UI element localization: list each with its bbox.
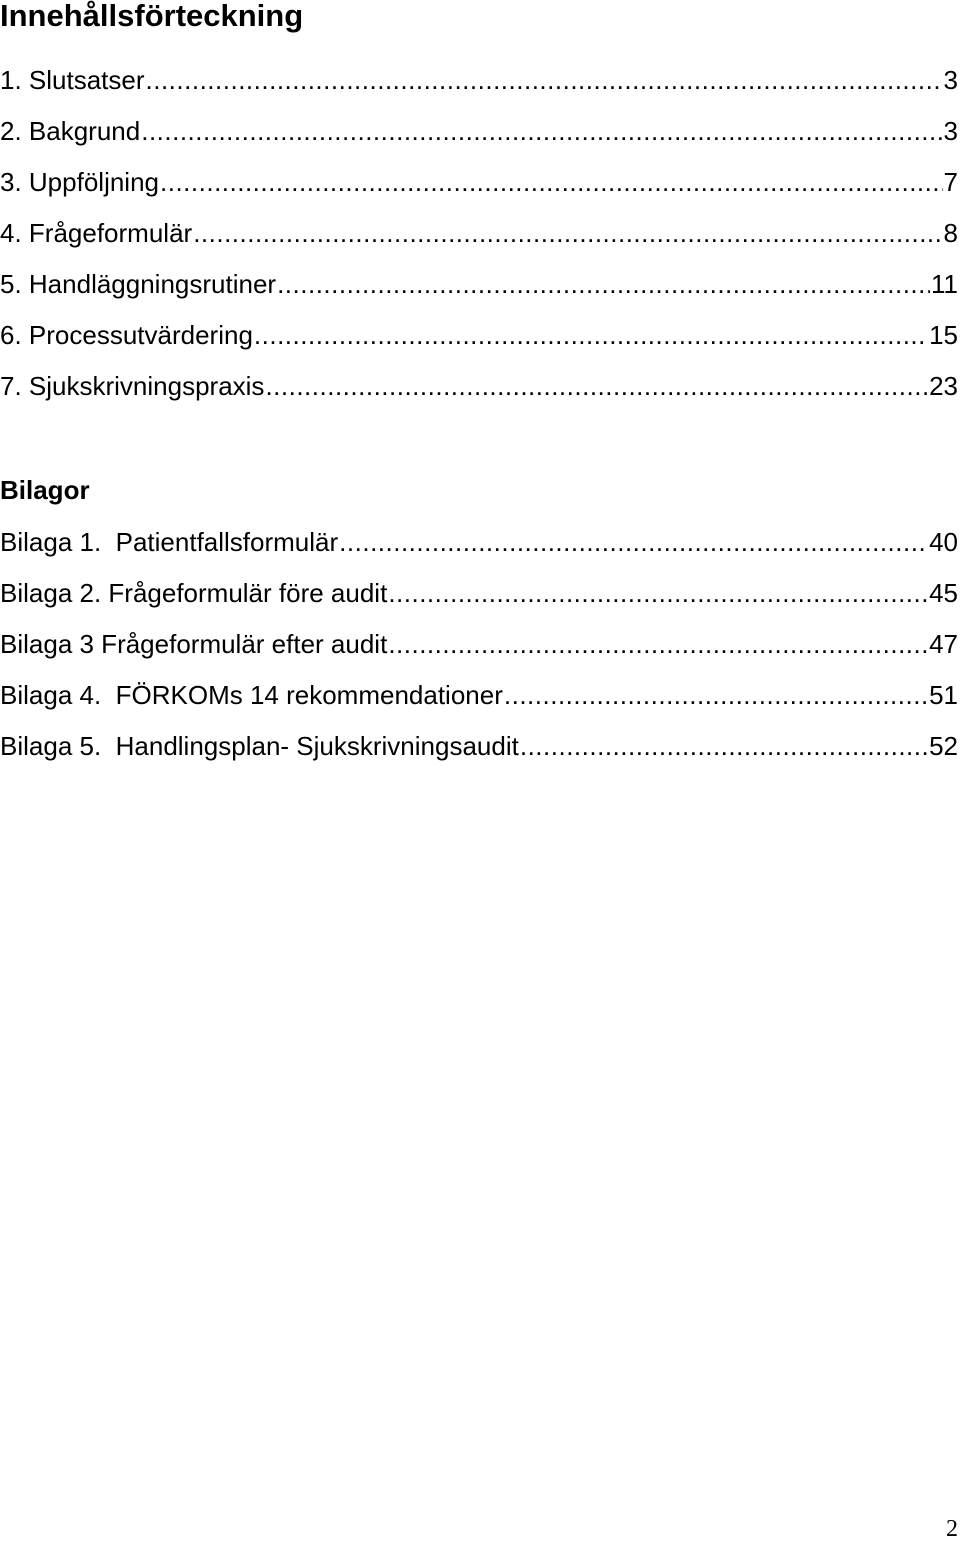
toc-entry-label: Bilaga 2. Frågeformulär före audit: [0, 578, 388, 608]
toc-entry-page: 40: [929, 527, 958, 557]
toc-dot-leader: [520, 728, 928, 764]
toc-entry-page: 51: [929, 680, 958, 710]
toc-entry-bilaga-4[interactable]: [0, 677, 960, 728]
toc-dot-leader: [265, 368, 928, 404]
toc-dot-leader: [277, 266, 930, 302]
toc-entry-page: 45: [929, 578, 958, 608]
toc-entry-page: 3: [943, 116, 958, 146]
page-number: 2: [946, 1516, 958, 1542]
toc-entry-bilaga-3[interactable]: [0, 626, 960, 677]
toc-entry-label: 1. Slutsatser: [0, 65, 145, 95]
toc-entry-page: 3: [943, 65, 958, 95]
toc-dot-leader: [160, 164, 943, 200]
toc-entry-label: 5. Handläggningsrutiner: [0, 269, 277, 299]
toc-entry-label: 3. Uppföljning: [0, 167, 159, 197]
toc-entry-bilaga-1[interactable]: [0, 524, 960, 575]
toc-entry-bakgrund[interactable]: [0, 113, 960, 164]
toc-entry-handlaggningsrutiner[interactable]: [0, 266, 960, 317]
toc-entry-label: 2. Bakgrund: [0, 116, 141, 146]
toc-dot-leader: [254, 317, 928, 353]
page-title: Innehållsförteckning: [0, 0, 304, 33]
toc-entry-uppfoljning[interactable]: [0, 164, 960, 215]
toc-entry-page: 11: [931, 269, 958, 299]
appendices-list: [0, 524, 960, 779]
toc-entry-label: Bilaga 3 Frågeformulär efter audit: [0, 629, 388, 659]
toc-entry-page: 7: [943, 167, 958, 197]
toc-entry-bilaga-5[interactable]: [0, 728, 960, 779]
toc-entry-page: 47: [929, 629, 958, 659]
appendices-heading: Bilagor: [0, 475, 90, 505]
toc-entry-label: 6. Processutvärdering: [0, 320, 253, 350]
toc-entry-page: 23: [929, 371, 958, 401]
toc-entry-slutsatser[interactable]: [0, 62, 960, 113]
toc-entry-label: 4. Frågeformulär: [0, 218, 193, 248]
toc-dot-leader: [146, 62, 943, 98]
toc-dot-leader: [504, 677, 928, 713]
toc-entry-sjukskrivningspraxis[interactable]: [0, 368, 960, 419]
toc-entry-label: Bilaga 4. FÖRKOMs 14 rekommendationer: [0, 680, 503, 710]
table-of-contents: [0, 62, 960, 419]
toc-entry-page: 52: [929, 731, 958, 761]
toc-entry-page: 8: [943, 218, 958, 248]
toc-dot-leader: [388, 575, 928, 611]
toc-entry-bilaga-2[interactable]: [0, 575, 960, 626]
toc-dot-leader: [193, 215, 942, 251]
toc-dot-leader: [339, 524, 928, 560]
toc-entry-label: 7. Sjukskrivningspraxis: [0, 371, 265, 401]
toc-entry-frageformular[interactable]: [0, 215, 960, 266]
toc-entry-label: Bilaga 1. Patientfallsformulär: [0, 527, 339, 557]
toc-entry-page: 15: [929, 320, 958, 350]
toc-dot-leader: [141, 113, 942, 149]
toc-dot-leader: [388, 626, 928, 662]
toc-entry-processutvardering[interactable]: [0, 317, 960, 368]
toc-entry-label: Bilaga 5. Handlingsplan- Sjukskrivningsaudit: [0, 731, 519, 761]
